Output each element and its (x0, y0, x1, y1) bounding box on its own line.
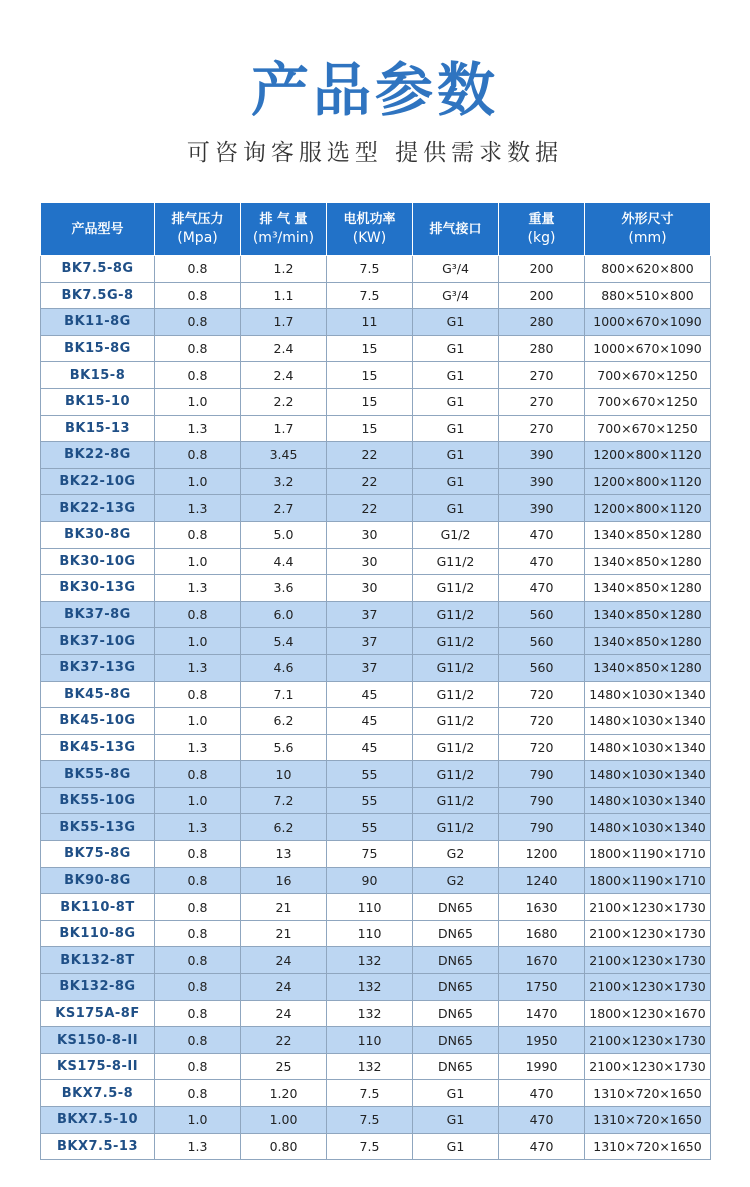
table-row (41, 1080, 711, 1107)
table-row (41, 867, 711, 894)
cell-weight: 200 (499, 256, 585, 283)
table-row (41, 468, 711, 495)
cell-pressure: 0.8 (155, 681, 241, 708)
col-header-label: 重量 (528, 212, 555, 227)
cell-flow: 6.2 (241, 814, 327, 841)
cell-flow: 1.7 (241, 309, 327, 336)
cell-model: BK132-8G (41, 974, 155, 1001)
cell-model: BK37-13G (41, 654, 155, 681)
cell-model: BKX7.5-10 (41, 1107, 155, 1134)
cell-model: BK30-13G (41, 575, 155, 602)
cell-dimensions: 2100×1230×1730 (585, 1027, 711, 1054)
cell-pressure: 0.8 (155, 947, 241, 974)
cell-dimensions: 1340×850×1280 (585, 521, 711, 548)
cell-dimensions: 1000×670×1090 (585, 335, 711, 362)
cell-flow: 24 (241, 1000, 327, 1027)
cell-pressure: 0.8 (155, 841, 241, 868)
cell-weight: 280 (499, 309, 585, 336)
cell-dimensions: 1480×1030×1340 (585, 708, 711, 735)
table-row (41, 415, 711, 442)
cell-outlet: G1/2 (413, 521, 499, 548)
cell-flow: 7.2 (241, 787, 327, 814)
table-row (41, 521, 711, 548)
cell-model: BK15-8G (41, 335, 155, 362)
cell-power: 15 (327, 415, 413, 442)
cell-model: BK30-8G (41, 521, 155, 548)
table-row (41, 947, 711, 974)
cell-flow: 2.2 (241, 388, 327, 415)
cell-weight: 1750 (499, 974, 585, 1001)
cell-flow: 13 (241, 841, 327, 868)
cell-dimensions: 1000×670×1090 (585, 309, 711, 336)
cell-dimensions: 1340×850×1280 (585, 601, 711, 628)
cell-weight: 390 (499, 495, 585, 522)
table-row (41, 1133, 711, 1160)
cell-dimensions: 1480×1030×1340 (585, 761, 711, 788)
cell-outlet: G1 (413, 468, 499, 495)
page-title: 产品参数 (250, 56, 499, 124)
table-row (41, 681, 711, 708)
cell-pressure: 1.3 (155, 734, 241, 761)
cell-outlet: G11/2 (413, 681, 499, 708)
table-row (41, 654, 711, 681)
cell-flow: 10 (241, 761, 327, 788)
cell-model: KS175-8-II (41, 1053, 155, 1080)
cell-model: BKX7.5-13 (41, 1133, 155, 1160)
table-row (41, 708, 711, 735)
cell-pressure: 1.3 (155, 415, 241, 442)
cell-power: 15 (327, 362, 413, 389)
cell-outlet: G1 (413, 442, 499, 469)
cell-weight: 560 (499, 601, 585, 628)
cell-power: 22 (327, 442, 413, 469)
cell-flow: 2.7 (241, 495, 327, 522)
cell-dimensions: 1340×850×1280 (585, 548, 711, 575)
table-row (41, 841, 711, 868)
cell-outlet: G1 (413, 1107, 499, 1134)
cell-pressure: 1.0 (155, 388, 241, 415)
table-row (41, 442, 711, 469)
cell-flow: 1.1 (241, 282, 327, 309)
table-row (41, 575, 711, 602)
cell-model: BK22-13G (41, 495, 155, 522)
col-header-unit: (mm) (628, 230, 667, 246)
cell-weight: 790 (499, 814, 585, 841)
cell-model: KS150-8-II (41, 1027, 155, 1054)
col-header-dimensions (585, 203, 711, 256)
table-row (41, 920, 711, 947)
cell-weight: 720 (499, 708, 585, 735)
cell-weight: 390 (499, 468, 585, 495)
table-header-row (41, 203, 711, 256)
table-row (41, 814, 711, 841)
cell-weight: 470 (499, 575, 585, 602)
table-row (41, 761, 711, 788)
table-row (41, 1027, 711, 1054)
col-header-label: 排 气 量 (259, 212, 308, 227)
cell-flow: 1.20 (241, 1080, 327, 1107)
cell-flow: 1.2 (241, 256, 327, 283)
cell-weight: 720 (499, 681, 585, 708)
cell-power: 110 (327, 894, 413, 921)
cell-outlet: G1 (413, 495, 499, 522)
cell-outlet: G11/2 (413, 787, 499, 814)
cell-model: BK45-13G (41, 734, 155, 761)
cell-pressure: 1.0 (155, 1107, 241, 1134)
cell-outlet: G1 (413, 335, 499, 362)
cell-weight: 200 (499, 282, 585, 309)
cell-flow: 5.6 (241, 734, 327, 761)
cell-power: 55 (327, 787, 413, 814)
cell-weight: 1990 (499, 1053, 585, 1080)
cell-model: BK15-8 (41, 362, 155, 389)
col-header-label: 电机功率 (343, 212, 396, 227)
cell-outlet: DN65 (413, 1000, 499, 1027)
cell-weight: 470 (499, 521, 585, 548)
cell-outlet: G2 (413, 867, 499, 894)
cell-weight: 1240 (499, 867, 585, 894)
cell-dimensions: 1310×720×1650 (585, 1133, 711, 1160)
cell-weight: 470 (499, 548, 585, 575)
cell-pressure: 1.3 (155, 575, 241, 602)
cell-weight: 1670 (499, 947, 585, 974)
col-header-pressure (155, 203, 241, 256)
cell-model: BK15-10 (41, 388, 155, 415)
cell-flow: 0.80 (241, 1133, 327, 1160)
cell-outlet: G11/2 (413, 628, 499, 655)
cell-dimensions: 1480×1030×1340 (585, 734, 711, 761)
cell-weight: 470 (499, 1080, 585, 1107)
cell-weight: 270 (499, 415, 585, 442)
cell-dimensions: 1200×800×1120 (585, 495, 711, 522)
cell-pressure: 0.8 (155, 974, 241, 1001)
cell-weight: 470 (499, 1107, 585, 1134)
cell-flow: 2.4 (241, 335, 327, 362)
cell-flow: 16 (241, 867, 327, 894)
cell-model: BK55-13G (41, 814, 155, 841)
cell-flow: 4.6 (241, 654, 327, 681)
cell-power: 132 (327, 974, 413, 1001)
table-row (41, 894, 711, 921)
cell-weight: 1200 (499, 841, 585, 868)
cell-dimensions: 1200×800×1120 (585, 468, 711, 495)
spec-table (40, 202, 711, 1160)
cell-outlet: G1 (413, 1133, 499, 1160)
table-body (41, 256, 711, 1160)
cell-pressure: 0.8 (155, 282, 241, 309)
cell-outlet: G1 (413, 309, 499, 336)
cell-power: 7.5 (327, 282, 413, 309)
cell-flow: 24 (241, 974, 327, 1001)
col-header-label: 外形尺寸 (621, 212, 674, 227)
cell-flow: 7.1 (241, 681, 327, 708)
cell-outlet: G11/2 (413, 548, 499, 575)
col-header-unit: (KW) (352, 230, 387, 246)
cell-weight: 790 (499, 787, 585, 814)
cell-pressure: 0.8 (155, 1080, 241, 1107)
cell-power: 7.5 (327, 1107, 413, 1134)
cell-pressure: 0.8 (155, 1053, 241, 1080)
cell-pressure: 1.3 (155, 495, 241, 522)
cell-dimensions: 1800×1190×1710 (585, 841, 711, 868)
table-row (41, 1107, 711, 1134)
cell-outlet: G1 (413, 415, 499, 442)
cell-flow: 3.6 (241, 575, 327, 602)
col-header-label: 排气接口 (429, 221, 482, 237)
col-header-unit: (Mpa) (177, 230, 218, 246)
cell-outlet: G1 (413, 1080, 499, 1107)
cell-dimensions: 1340×850×1280 (585, 628, 711, 655)
cell-model: BK45-8G (41, 681, 155, 708)
cell-pressure: 1.0 (155, 628, 241, 655)
cell-dimensions: 1480×1030×1340 (585, 787, 711, 814)
table-row (41, 388, 711, 415)
table-row (41, 548, 711, 575)
cell-power: 37 (327, 654, 413, 681)
cell-outlet: DN65 (413, 974, 499, 1001)
cell-outlet: G1 (413, 362, 499, 389)
cell-outlet: G1 (413, 388, 499, 415)
cell-pressure: 0.8 (155, 442, 241, 469)
cell-power: 15 (327, 335, 413, 362)
cell-model: BK90-8G (41, 867, 155, 894)
cell-outlet: G11/2 (413, 654, 499, 681)
cell-flow: 21 (241, 894, 327, 921)
cell-power: 22 (327, 495, 413, 522)
cell-power: 30 (327, 521, 413, 548)
cell-dimensions: 2100×1230×1730 (585, 920, 711, 947)
cell-flow: 2.4 (241, 362, 327, 389)
cell-model: BK37-8G (41, 601, 155, 628)
cell-model: BK55-8G (41, 761, 155, 788)
cell-model: BK110-8G (41, 920, 155, 947)
cell-power: 30 (327, 575, 413, 602)
cell-power: 55 (327, 761, 413, 788)
cell-dimensions: 1310×720×1650 (585, 1080, 711, 1107)
page-subtitle: 可咨询客服选型 提供需求数据 (186, 140, 564, 166)
cell-pressure: 0.8 (155, 1027, 241, 1054)
cell-weight: 280 (499, 335, 585, 362)
cell-outlet: G11/2 (413, 601, 499, 628)
cell-flow: 25 (241, 1053, 327, 1080)
cell-outlet: DN65 (413, 1053, 499, 1080)
col-header-power (327, 203, 413, 256)
cell-outlet: G³/4 (413, 282, 499, 309)
cell-weight: 1680 (499, 920, 585, 947)
cell-power: 11 (327, 309, 413, 336)
col-header-flow (241, 203, 327, 256)
cell-flow: 24 (241, 947, 327, 974)
cell-dimensions: 1480×1030×1340 (585, 681, 711, 708)
cell-pressure: 0.8 (155, 761, 241, 788)
cell-outlet: DN65 (413, 920, 499, 947)
cell-flow: 1.7 (241, 415, 327, 442)
cell-model: BK30-10G (41, 548, 155, 575)
cell-flow: 21 (241, 920, 327, 947)
cell-power: 22 (327, 468, 413, 495)
cell-power: 45 (327, 681, 413, 708)
cell-weight: 390 (499, 442, 585, 469)
table-row (41, 787, 711, 814)
cell-outlet: DN65 (413, 947, 499, 974)
cell-model: BK22-10G (41, 468, 155, 495)
cell-power: 45 (327, 708, 413, 735)
cell-power: 37 (327, 601, 413, 628)
cell-power: 55 (327, 814, 413, 841)
cell-dimensions: 1480×1030×1340 (585, 814, 711, 841)
cell-power: 90 (327, 867, 413, 894)
table-row (41, 335, 711, 362)
cell-dimensions: 1800×1190×1710 (585, 867, 711, 894)
cell-pressure: 1.0 (155, 708, 241, 735)
cell-flow: 22 (241, 1027, 327, 1054)
table-row (41, 282, 711, 309)
cell-outlet: G11/2 (413, 575, 499, 602)
cell-model: BK45-10G (41, 708, 155, 735)
cell-power: 132 (327, 947, 413, 974)
cell-weight: 270 (499, 362, 585, 389)
cell-dimensions: 880×510×800 (585, 282, 711, 309)
cell-model: BK11-8G (41, 309, 155, 336)
cell-power: 45 (327, 734, 413, 761)
col-header-label: 产品型号 (71, 221, 124, 237)
cell-pressure: 0.8 (155, 362, 241, 389)
cell-pressure: 1.0 (155, 548, 241, 575)
col-header-unit: (m³/min) (252, 230, 315, 246)
cell-weight: 1470 (499, 1000, 585, 1027)
cell-flow: 3.45 (241, 442, 327, 469)
cell-power: 15 (327, 388, 413, 415)
col-header-label: 排气压力 (171, 212, 224, 227)
cell-outlet: DN65 (413, 1027, 499, 1054)
cell-model: BK37-10G (41, 628, 155, 655)
cell-outlet: DN65 (413, 894, 499, 921)
cell-dimensions: 700×670×1250 (585, 362, 711, 389)
cell-dimensions: 1310×720×1650 (585, 1107, 711, 1134)
cell-pressure: 1.0 (155, 468, 241, 495)
col-header-weight (499, 203, 585, 256)
cell-power: 132 (327, 1053, 413, 1080)
cell-dimensions: 1800×1230×1670 (585, 1000, 711, 1027)
cell-outlet: G11/2 (413, 734, 499, 761)
table-row (41, 362, 711, 389)
cell-dimensions: 1340×850×1280 (585, 575, 711, 602)
cell-pressure: 0.8 (155, 256, 241, 283)
cell-power: 30 (327, 548, 413, 575)
cell-pressure: 1.3 (155, 654, 241, 681)
table-row (41, 734, 711, 761)
cell-flow: 6.0 (241, 601, 327, 628)
cell-power: 7.5 (327, 1080, 413, 1107)
cell-dimensions: 1340×850×1280 (585, 654, 711, 681)
cell-model: KS175A-8F (41, 1000, 155, 1027)
col-header-outlet (413, 203, 499, 256)
cell-dimensions: 2100×1230×1730 (585, 947, 711, 974)
cell-power: 7.5 (327, 256, 413, 283)
cell-pressure: 1.0 (155, 787, 241, 814)
cell-flow: 5.4 (241, 628, 327, 655)
col-header-model (41, 203, 155, 256)
cell-power: 7.5 (327, 1133, 413, 1160)
cell-dimensions: 1200×800×1120 (585, 442, 711, 469)
cell-power: 110 (327, 1027, 413, 1054)
cell-pressure: 0.8 (155, 309, 241, 336)
cell-outlet: G11/2 (413, 814, 499, 841)
cell-weight: 1630 (499, 894, 585, 921)
table-row (41, 256, 711, 283)
cell-dimensions: 700×670×1250 (585, 388, 711, 415)
cell-model: BK15-13 (41, 415, 155, 442)
cell-pressure: 0.8 (155, 867, 241, 894)
table-row (41, 1000, 711, 1027)
cell-flow: 4.4 (241, 548, 327, 575)
cell-pressure: 1.3 (155, 1133, 241, 1160)
cell-model: BK55-10G (41, 787, 155, 814)
table-row (41, 974, 711, 1001)
cell-weight: 470 (499, 1133, 585, 1160)
cell-model: BK132-8T (41, 947, 155, 974)
cell-outlet: G2 (413, 841, 499, 868)
cell-pressure: 0.8 (155, 521, 241, 548)
cell-weight: 790 (499, 761, 585, 788)
cell-dimensions: 2100×1230×1730 (585, 894, 711, 921)
cell-power: 132 (327, 1000, 413, 1027)
cell-pressure: 0.8 (155, 601, 241, 628)
cell-flow: 6.2 (241, 708, 327, 735)
cell-model: BK22-8G (41, 442, 155, 469)
cell-power: 110 (327, 920, 413, 947)
cell-weight: 720 (499, 734, 585, 761)
cell-outlet: G11/2 (413, 708, 499, 735)
cell-weight: 560 (499, 654, 585, 681)
cell-dimensions: 2100×1230×1730 (585, 1053, 711, 1080)
cell-outlet: G11/2 (413, 761, 499, 788)
cell-outlet: G³/4 (413, 256, 499, 283)
cell-model: BK7.5-8G (41, 256, 155, 283)
cell-pressure: 1.3 (155, 814, 241, 841)
cell-dimensions: 700×670×1250 (585, 415, 711, 442)
table-row (41, 628, 711, 655)
cell-pressure: 0.8 (155, 920, 241, 947)
cell-flow: 5.0 (241, 521, 327, 548)
cell-pressure: 0.8 (155, 894, 241, 921)
cell-model: BK7.5G-8 (41, 282, 155, 309)
table-row (41, 601, 711, 628)
cell-weight: 560 (499, 628, 585, 655)
cell-weight: 1950 (499, 1027, 585, 1054)
cell-flow: 3.2 (241, 468, 327, 495)
col-header-unit: (kg) (527, 230, 556, 246)
table-row (41, 495, 711, 522)
cell-model: BKX7.5-8 (41, 1080, 155, 1107)
table-row (41, 1053, 711, 1080)
cell-model: BK75-8G (41, 841, 155, 868)
cell-pressure: 0.8 (155, 1000, 241, 1027)
cell-weight: 270 (499, 388, 585, 415)
cell-power: 75 (327, 841, 413, 868)
cell-power: 37 (327, 628, 413, 655)
cell-dimensions: 2100×1230×1730 (585, 974, 711, 1001)
cell-pressure: 0.8 (155, 335, 241, 362)
cell-model: BK110-8T (41, 894, 155, 921)
table-row (41, 309, 711, 336)
cell-flow: 1.00 (241, 1107, 327, 1134)
cell-dimensions: 800×620×800 (585, 256, 711, 283)
